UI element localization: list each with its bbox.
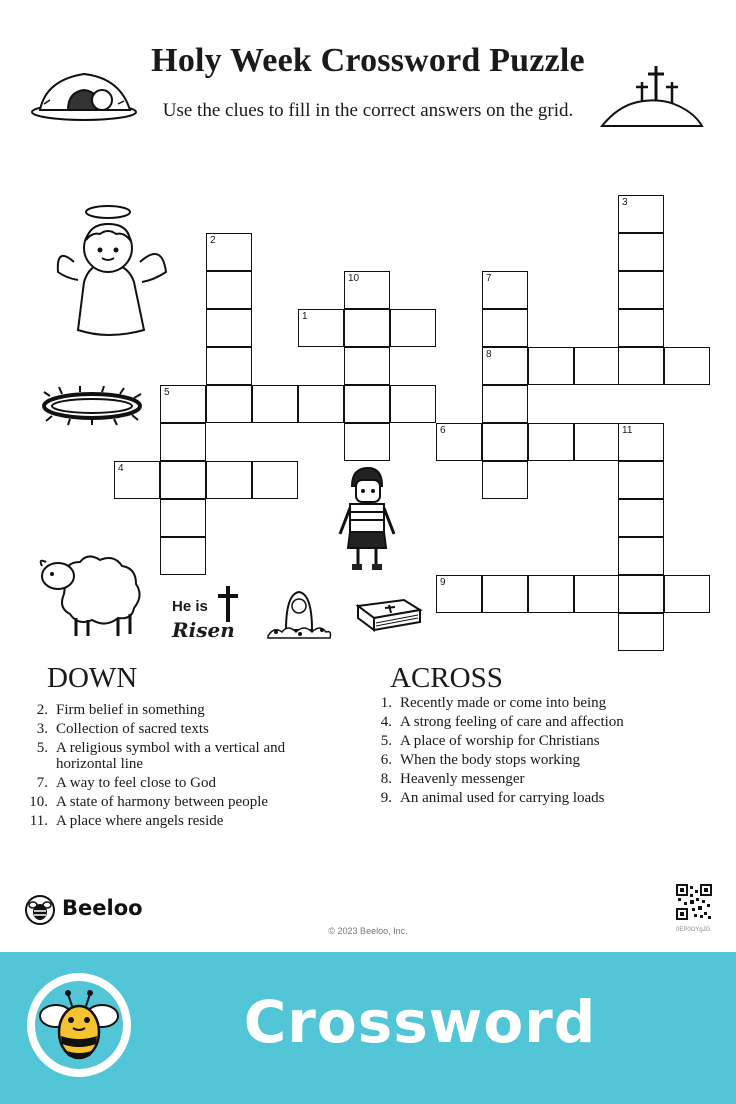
clue-text: Recently made or come into being [400,695,607,711]
clue-item [28,813,318,829]
clue-number: 5. [380,733,392,749]
clue-item [28,740,318,772]
clue-item [28,721,318,737]
grid-cell[interactable] [160,385,206,423]
clue-number: 5. [36,740,48,756]
clue-item [372,695,672,711]
grid-cell[interactable] [436,423,482,461]
grid-cell[interactable] [528,347,574,385]
clue-number: 9. [380,790,392,806]
qr-code-label: 0EP0OYgJG [676,927,711,933]
grid-cell[interactable] [618,499,664,537]
grid-cell[interactable] [252,385,298,423]
grid-cell[interactable] [206,347,252,385]
grid-cell[interactable] [160,461,206,499]
grid-cell[interactable] [206,385,252,423]
grid-cell[interactable] [618,271,664,309]
down-heading: DOWN [47,662,138,694]
grid-cell[interactable] [482,461,528,499]
soldier-icon [334,464,400,574]
clue-text: Collection of sacred texts [56,721,209,737]
grid-clue-number: 9 [440,577,446,588]
clue-text: An animal used for carrying loads [400,790,605,806]
qr-code-icon [676,884,712,920]
grid-cell[interactable] [390,309,436,347]
clue-item [372,733,672,749]
grid-cell[interactable] [482,423,528,461]
clue-number: 7. [36,775,48,791]
grid-cell[interactable] [618,233,664,271]
risen-text: Risen [172,618,235,642]
grid-cell[interactable] [298,309,344,347]
grid-cell[interactable] [618,613,664,651]
grid-cell[interactable] [618,461,664,499]
page-subtitle: Use the clues to fill in the correct answers on the grid. [162,100,574,121]
clue-number: 6. [380,752,392,768]
grid-cell[interactable] [528,575,574,613]
grid-cell[interactable] [436,575,482,613]
clue-number: 2. [36,702,48,718]
grid-cell[interactable] [344,385,390,423]
grid-cell[interactable] [618,423,664,461]
clue-number: 10. [29,794,48,810]
grid-cell[interactable] [114,461,160,499]
grid-cell[interactable] [482,347,528,385]
grid-cell[interactable] [482,385,528,423]
clue-text: A strong feeling of care and affection [400,714,624,730]
crown-of-thorns-icon [40,386,144,426]
clue-number: 11. [29,813,48,829]
grid-clue-number: 7 [486,273,492,284]
clue-item [28,775,318,791]
clue-item [372,752,672,768]
grid-cell[interactable] [206,233,252,271]
grid-cell[interactable] [344,271,390,309]
beeloo-logo-icon [24,894,56,926]
grid-clue-number: 5 [164,387,170,398]
clue-text: Firm belief in something [56,702,205,718]
brand-name: Beeloo [62,896,143,920]
grid-clue-number: 11 [622,425,633,436]
grid-clue-number: 8 [486,349,492,360]
page-title: Holy Week Crossword Puzzle [151,42,585,79]
clue-text: A religious symbol with a vertical and horizontal line [56,740,286,772]
clue-number: 4. [380,714,392,730]
grid-cell[interactable] [206,271,252,309]
grid-cell[interactable] [344,309,390,347]
grid-cell[interactable] [618,537,664,575]
he-is-text: He is [172,598,208,615]
grid-cell[interactable] [344,347,390,385]
copyright-text: © 2023 Beeloo, Inc. [328,926,408,936]
clue-item [28,702,318,718]
grid-cell[interactable] [390,385,436,423]
grid-cell[interactable] [618,347,664,385]
grid-cell[interactable] [574,423,620,461]
grid-cell[interactable] [618,309,664,347]
grid-cell[interactable] [206,309,252,347]
angel-icon [54,202,170,342]
clue-text: A place where angels reside [56,813,224,829]
grid-cell[interactable] [528,423,574,461]
mary-figure-icon [264,586,334,642]
grid-cell[interactable] [160,499,206,537]
grid-cell[interactable] [206,461,252,499]
bible-icon [354,596,424,634]
sheep-icon [36,548,146,640]
grid-cell[interactable] [482,575,528,613]
clue-number: 8. [380,771,392,787]
clue-item [28,794,318,810]
he-is-risen-badge [170,584,244,644]
clue-number: 3. [36,721,48,737]
across-clue-list [372,695,672,809]
grid-cell[interactable] [482,309,528,347]
clue-number: 1. [380,695,392,711]
grid-clue-number: 10 [348,273,360,284]
grid-cell[interactable] [618,575,664,613]
grid-cell[interactable] [298,385,344,423]
clue-item [372,714,672,730]
grid-cell[interactable] [618,195,664,233]
clue-item [372,790,672,806]
grid-cell[interactable] [160,537,206,575]
down-clue-list [28,702,318,832]
grid-clue-number: 2 [210,235,216,246]
clue-text: When the body stops working [400,752,580,768]
grid-clue-number: 1 [302,311,308,322]
clue-text: A way to feel close to God [56,775,216,791]
grid-cell[interactable] [664,575,710,613]
grid-clue-number: 6 [440,425,446,436]
grid-cell[interactable] [574,347,620,385]
bee-mascot-icon [24,970,134,1080]
clue-text: Heavenly messenger [400,771,525,787]
grid-cell[interactable] [160,423,206,461]
clue-text: A place of worship for Christians [400,733,600,749]
grid-clue-number: 3 [622,197,628,208]
banner-label: Crossword [243,988,597,1056]
grid-cell[interactable] [664,347,710,385]
grid-cell[interactable] [482,271,528,309]
grid-cell[interactable] [344,423,390,461]
grid-clue-number: 4 [118,463,124,474]
across-heading: ACROSS [390,662,503,694]
grid-cell[interactable] [252,461,298,499]
clue-text: A state of harmony between people [56,794,269,810]
grid-cell[interactable] [574,575,620,613]
clue-item [372,771,672,787]
